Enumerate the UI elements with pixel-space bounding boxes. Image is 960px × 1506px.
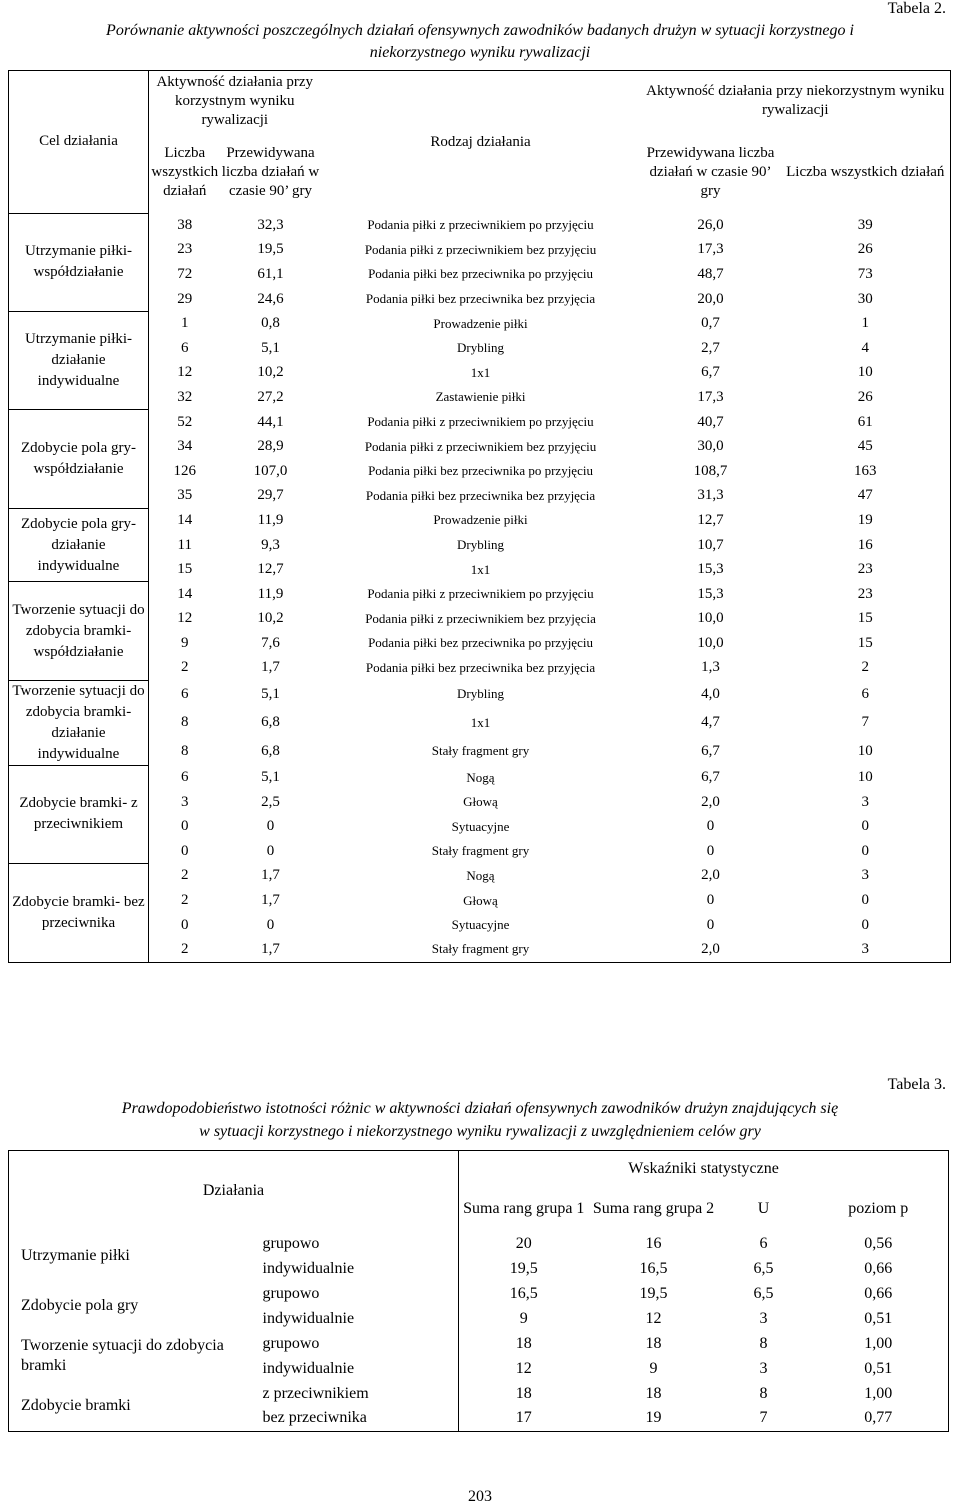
table-row xyxy=(9,607,951,632)
action-group-name: Utrzymanie piłki xyxy=(21,1247,130,1264)
predicted-k: 5,1 xyxy=(261,339,280,356)
count-k: 11 xyxy=(177,536,192,553)
predicted-k: 29,7 xyxy=(257,487,284,504)
count-k: 12 xyxy=(177,364,193,381)
count-n: 4 xyxy=(861,339,870,356)
table-row xyxy=(9,631,951,656)
count-k: 32 xyxy=(177,388,193,405)
p-value: 1,00 xyxy=(864,1334,893,1352)
header-dzialania: Działania xyxy=(202,1182,265,1199)
action-kind: Podania piłki bez przeciwnika bez przyjęcia xyxy=(365,291,596,307)
table-row xyxy=(9,508,951,533)
predicted-k: 5,1 xyxy=(261,685,280,702)
predicted-n: 0,7 xyxy=(701,315,720,332)
rank-sum-2: 16 xyxy=(645,1234,662,1252)
predicted-n: 2,0 xyxy=(701,867,720,884)
u-value: 7 xyxy=(759,1409,768,1427)
table2-title-line1: Porównanie aktywności poszczególnych działań ofensywnych zawodników badanych drużyn w sytuacji korzystnego i xyxy=(106,22,854,39)
action-kind: Nogą xyxy=(466,769,495,785)
count-n: 3 xyxy=(861,940,870,957)
header-przewidywana-n: Przewidywana liczba działań w czasie 90’ gry xyxy=(646,144,775,199)
count-k: 34 xyxy=(177,438,193,455)
table-row xyxy=(9,737,951,765)
action-kind: Drybling xyxy=(457,340,504,356)
action-kind: Podania piłki z przeciwnikiem po przyjęciu xyxy=(367,586,594,602)
page-number: 203 xyxy=(468,1488,492,1505)
predicted-k: 7,6 xyxy=(261,634,280,651)
count-k: 29 xyxy=(177,290,193,307)
count-n: 6 xyxy=(861,685,870,702)
predicted-k: 107,0 xyxy=(253,462,288,479)
action-kind: 1x1 xyxy=(470,714,491,730)
count-k: 8 xyxy=(181,742,189,759)
rank-sum-2: 19 xyxy=(645,1409,662,1427)
count-k: 38 xyxy=(177,216,193,233)
count-k: 72 xyxy=(177,265,193,282)
count-k: 0 xyxy=(181,842,189,859)
count-k: 14 xyxy=(177,511,193,528)
rank-sum-2: 19,5 xyxy=(639,1284,668,1302)
u-value: 3 xyxy=(759,1359,768,1377)
predicted-n: 12,7 xyxy=(697,511,724,528)
table-row xyxy=(9,839,951,864)
action-kind: Podania piłki z przeciwnikiem bez przyjęcia xyxy=(365,610,596,626)
predicted-n: 10,0 xyxy=(697,634,724,651)
count-n: 45 xyxy=(857,438,873,455)
action-kind: Sytuacyjne xyxy=(451,917,510,933)
mode: grupowo xyxy=(262,1284,320,1302)
p-value: 0,77 xyxy=(864,1409,893,1427)
header-p: poziom p xyxy=(848,1200,909,1217)
predicted-k: 5,1 xyxy=(261,769,280,786)
table-row xyxy=(9,864,951,889)
action-kind: Podania piłki bez przeciwnika bez przyjęcia xyxy=(365,659,596,675)
count-n: 2 xyxy=(861,659,870,676)
goal-cell: Zdobycie pola gry- działanie indywidualne xyxy=(9,508,149,582)
predicted-n: 4,7 xyxy=(701,714,720,731)
count-k: 2 xyxy=(181,940,189,957)
table-row xyxy=(9,937,951,962)
count-n: 10 xyxy=(857,769,873,786)
action-kind: Sytuacyjne xyxy=(451,818,510,834)
predicted-k: 10,2 xyxy=(257,364,284,381)
count-k: 12 xyxy=(177,610,193,627)
table-row xyxy=(9,459,951,484)
table-row xyxy=(9,1231,949,1256)
count-k: 2 xyxy=(181,867,189,884)
header-korzystny: Aktywność działania przy korzystnym wyniku rywalizacji xyxy=(156,73,314,128)
count-n: 163 xyxy=(854,462,877,479)
table-row xyxy=(9,434,951,459)
p-value: 0,66 xyxy=(864,1284,893,1302)
count-n: 1 xyxy=(861,315,870,332)
count-n: 23 xyxy=(857,561,873,578)
count-k: 1 xyxy=(181,315,189,332)
rank-sum-1: 18 xyxy=(459,1331,589,1356)
action-kind: Podania piłki z przeciwnikiem po przyjęciu xyxy=(367,414,594,430)
count-k: 8 xyxy=(181,714,189,731)
predicted-n: 6,7 xyxy=(701,769,720,786)
action-kind: Podania piłki z przeciwnikiem po przyjęciu xyxy=(367,217,594,233)
count-n: 3 xyxy=(861,867,870,884)
count-n: 30 xyxy=(857,290,873,307)
table-row xyxy=(9,656,951,681)
table-row xyxy=(9,484,951,509)
header-liczba-n: Liczba wszystkich działań xyxy=(786,163,945,180)
table-row xyxy=(9,765,951,790)
predicted-n: 1,3 xyxy=(701,659,720,676)
action-kind: Podania piłki bez przeciwnika po przyjęciu xyxy=(368,635,593,651)
rank-sum-2: 12 xyxy=(645,1309,662,1327)
goal-cell: Zdobycie bramki- z przeciwnikiem xyxy=(9,765,149,863)
predicted-k: 0 xyxy=(266,916,275,933)
predicted-k: 24,6 xyxy=(257,290,284,307)
predicted-n: 6,7 xyxy=(701,742,720,759)
predicted-k: 11,9 xyxy=(257,511,284,528)
predicted-n: 2,0 xyxy=(701,793,720,810)
table3-title-line2: w sytuacji korzystnego i niekorzystnego wyniku rywalizacji z uwzględnieniem celów gry xyxy=(199,1123,761,1140)
count-n: 7 xyxy=(861,714,870,731)
table-row xyxy=(9,410,951,435)
count-k: 23 xyxy=(177,241,193,258)
action-kind: Zastawienie piłki xyxy=(435,389,526,405)
count-n: 15 xyxy=(857,610,873,627)
predicted-k: 1,7 xyxy=(261,940,280,957)
header-cel: Cel działania xyxy=(9,71,149,214)
p-value: 0,51 xyxy=(864,1359,893,1377)
count-k: 35 xyxy=(177,487,193,504)
count-k: 9 xyxy=(181,634,189,651)
predicted-n: 2,0 xyxy=(701,940,720,957)
table-row xyxy=(9,311,951,336)
predicted-n: 0 xyxy=(706,818,715,835)
action-kind: Stały fragment gry xyxy=(431,843,530,859)
action-kind: Podania piłki bez przeciwnika po przyjęciu xyxy=(368,266,593,282)
u-value: 8 xyxy=(759,1334,768,1352)
count-k: 6 xyxy=(181,769,189,786)
u-value: 8 xyxy=(759,1384,768,1402)
predicted-k: 19,5 xyxy=(257,241,284,258)
mode: indywidualnie xyxy=(262,1259,355,1277)
table-row xyxy=(9,814,951,839)
table3-title-line1: Prawdopodobieństwo istotności różnic w aktywności działań ofensywnych zawodników drużyn znajdujących się xyxy=(121,1100,839,1117)
predicted-k: 27,2 xyxy=(257,388,284,405)
count-n: 0 xyxy=(861,818,870,835)
count-n: 39 xyxy=(857,216,873,233)
predicted-n: 6,7 xyxy=(701,364,720,381)
rank-sum-2: 18 xyxy=(645,1334,662,1352)
mode: grupowo xyxy=(262,1234,320,1252)
header-wskazniki: Wskaźniki statystyczne xyxy=(459,1151,949,1188)
p-value: 1,00 xyxy=(864,1384,893,1402)
mode: grupowo xyxy=(262,1334,320,1352)
action-kind: Prowadzenie piłki xyxy=(433,315,528,331)
predicted-k: 0 xyxy=(266,842,275,859)
mode: indywidualnie xyxy=(262,1359,355,1377)
table2-title-line2: niekorzystnego wyniku rywalizacji xyxy=(369,44,591,61)
predicted-k: 1,7 xyxy=(261,867,280,884)
goal-cell: Zdobycie pola gry-współdziałanie xyxy=(9,410,149,508)
table-row xyxy=(9,680,951,708)
count-n: 47 xyxy=(857,487,873,504)
table3-body xyxy=(9,1231,949,1431)
table-row xyxy=(9,1281,949,1306)
rank-sum-1: 20 xyxy=(459,1231,589,1256)
action-kind: Podania piłki bez przeciwnika bez przyjęcia xyxy=(365,487,596,503)
p-value: 0,66 xyxy=(864,1259,893,1277)
header-przewidywana-k: Przewidywana liczba działań w czasie 90’ gry xyxy=(221,144,320,199)
count-k: 14 xyxy=(177,585,193,602)
header-rodzaj: Rodzaj działania xyxy=(430,133,531,150)
rank-sum-1: 17 xyxy=(459,1406,589,1431)
action-kind: Podania piłki z przeciwnikiem bez przyjęciu xyxy=(364,438,597,454)
count-k: 52 xyxy=(177,413,193,430)
predicted-n: 48,7 xyxy=(697,265,724,282)
table2-body xyxy=(9,213,951,962)
predicted-k: 44,1 xyxy=(257,413,284,430)
table-row xyxy=(9,533,951,558)
table-row xyxy=(9,361,951,386)
table-row xyxy=(9,213,951,238)
table-row xyxy=(9,709,951,737)
table-row xyxy=(9,287,951,312)
table2-label: Tabela 2. xyxy=(887,0,946,17)
predicted-n: 17,3 xyxy=(697,241,724,258)
predicted-n: 0 xyxy=(706,892,715,909)
goal-cell: Utrzymanie piłki- działanie indywidualne xyxy=(9,311,149,409)
count-k: 15 xyxy=(177,561,193,578)
count-n: 3 xyxy=(861,793,870,810)
count-k: 2 xyxy=(181,659,189,676)
count-k: 0 xyxy=(181,916,189,933)
count-n: 0 xyxy=(861,842,870,859)
predicted-k: 61,1 xyxy=(257,265,284,282)
table-row xyxy=(9,1331,949,1356)
predicted-k: 1,7 xyxy=(261,659,280,676)
predicted-n: 30,0 xyxy=(697,438,724,455)
table-row xyxy=(9,582,951,607)
rank-sum-1: 19,5 xyxy=(459,1256,589,1281)
predicted-k: 12,7 xyxy=(257,561,284,578)
count-k: 3 xyxy=(181,793,189,810)
action-kind: 1x1 xyxy=(470,364,491,380)
count-n: 0 xyxy=(861,916,870,933)
predicted-n: 0 xyxy=(706,842,715,859)
count-n: 10 xyxy=(857,364,873,381)
rank-sum-2: 9 xyxy=(649,1359,658,1377)
count-n: 10 xyxy=(857,742,873,759)
action-kind: Głową xyxy=(463,892,498,908)
predicted-n: 2,7 xyxy=(701,339,720,356)
rank-sum-1: 18 xyxy=(459,1381,589,1406)
count-k: 0 xyxy=(181,818,189,835)
action-kind: Podania piłki z przeciwnikiem bez przyjęciu xyxy=(364,241,597,257)
predicted-k: 2,5 xyxy=(261,793,280,810)
action-kind: Drybling xyxy=(457,686,504,702)
predicted-n: 4,0 xyxy=(701,685,720,702)
action-group-name: Zdobycie bramki xyxy=(21,1396,131,1414)
predicted-k: 6,8 xyxy=(261,742,280,759)
u-value: 3 xyxy=(759,1309,768,1327)
table-row xyxy=(9,913,951,938)
table3 xyxy=(8,1150,949,1432)
predicted-k: 28,9 xyxy=(257,438,284,455)
count-n: 61 xyxy=(857,413,873,430)
mode: z przeciwnikiem xyxy=(262,1384,369,1402)
predicted-n: 10,7 xyxy=(697,536,724,553)
p-value: 0,56 xyxy=(864,1234,893,1252)
header-suma2: Suma rang grupa 2 xyxy=(592,1200,715,1217)
predicted-n: 15,3 xyxy=(697,585,724,602)
predicted-k: 0 xyxy=(266,818,275,835)
count-n: 16 xyxy=(857,536,873,553)
header-suma1: Suma rang grupa 1 xyxy=(459,1187,589,1231)
table-row xyxy=(9,385,951,410)
predicted-k: 32,3 xyxy=(257,216,284,233)
header-liczba-k: Liczba wszystkich działań xyxy=(151,144,219,199)
predicted-n: 17,3 xyxy=(697,388,724,405)
predicted-n: 31,3 xyxy=(697,487,724,504)
rank-sum-2: 16,5 xyxy=(639,1259,668,1277)
predicted-n: 108,7 xyxy=(693,462,728,479)
action-kind: 1x1 xyxy=(470,561,491,577)
header-niekorzystny: Aktywność działania przy niekorzystnym wyniku rywalizacji xyxy=(646,83,945,118)
table-row xyxy=(9,790,951,815)
rank-sum-2: 18 xyxy=(645,1384,662,1402)
mode: indywidualnie xyxy=(262,1309,355,1327)
u-value: 6,5 xyxy=(753,1284,774,1302)
action-kind: Drybling xyxy=(457,537,504,553)
action-kind: Podania piłki bez przeciwnika po przyjęciu xyxy=(368,463,593,479)
predicted-k: 10,2 xyxy=(257,610,284,627)
count-n: 19 xyxy=(857,511,873,528)
count-n: 73 xyxy=(857,265,873,282)
predicted-n: 15,3 xyxy=(697,561,724,578)
predicted-k: 0,8 xyxy=(261,315,280,332)
count-k: 6 xyxy=(181,685,189,702)
table3-label: Tabela 3. xyxy=(887,1076,946,1093)
action-kind: Prowadzenie piłki xyxy=(433,512,528,528)
action-kind: Nogą xyxy=(466,867,495,883)
predicted-n: 10,0 xyxy=(697,610,724,627)
p-value: 0,51 xyxy=(864,1309,893,1327)
count-n: 0 xyxy=(861,892,870,909)
action-kind: Stały fragment gry xyxy=(431,941,530,957)
table-row xyxy=(9,888,951,913)
table-row xyxy=(9,557,951,582)
goal-cell: Tworzenie sytuacji do zdobycia bramki-współdziałanie xyxy=(9,582,149,680)
table-row xyxy=(9,1381,949,1406)
count-k: 126 xyxy=(173,462,196,479)
u-value: 6,5 xyxy=(753,1259,774,1277)
table-row xyxy=(9,336,951,361)
mode: bez przeciwnika xyxy=(262,1409,367,1427)
rank-sum-1: 12 xyxy=(459,1356,589,1381)
predicted-k: 11,9 xyxy=(257,585,284,602)
count-n: 26 xyxy=(857,241,873,258)
predicted-k: 9,3 xyxy=(261,536,280,553)
rank-sum-1: 16,5 xyxy=(459,1281,589,1306)
count-k: 2 xyxy=(181,892,189,909)
predicted-n: 26,0 xyxy=(697,216,724,233)
header-u: U xyxy=(757,1200,770,1217)
action-group-name: Zdobycie pola gry xyxy=(21,1297,139,1314)
action-group-name: Tworzenie sytuacji do zdobycia bramki xyxy=(21,1337,224,1374)
action-kind: Stały fragment gry xyxy=(431,743,530,759)
predicted-n: 0 xyxy=(706,916,715,933)
goal-cell: Utrzymanie piłki-współdziałanie xyxy=(9,213,149,311)
predicted-k: 1,7 xyxy=(261,892,280,909)
count-n: 26 xyxy=(857,388,873,405)
count-n: 15 xyxy=(857,634,873,651)
goal-cell: Tworzenie sytuacji do zdobycia bramki-działanie indywidualne xyxy=(9,680,149,765)
u-value: 6 xyxy=(759,1234,768,1252)
action-kind: Głową xyxy=(463,794,498,810)
predicted-k: 6,8 xyxy=(261,714,280,731)
goal-cell: Zdobycie bramki- bez przeciwnika xyxy=(9,864,149,962)
rank-sum-1: 9 xyxy=(459,1306,589,1331)
table-row xyxy=(9,238,951,263)
count-k: 6 xyxy=(181,339,189,356)
predicted-n: 20,0 xyxy=(697,290,724,307)
table2 xyxy=(8,70,951,963)
count-n: 23 xyxy=(857,585,873,602)
table-row xyxy=(9,262,951,287)
predicted-n: 40,7 xyxy=(697,413,724,430)
